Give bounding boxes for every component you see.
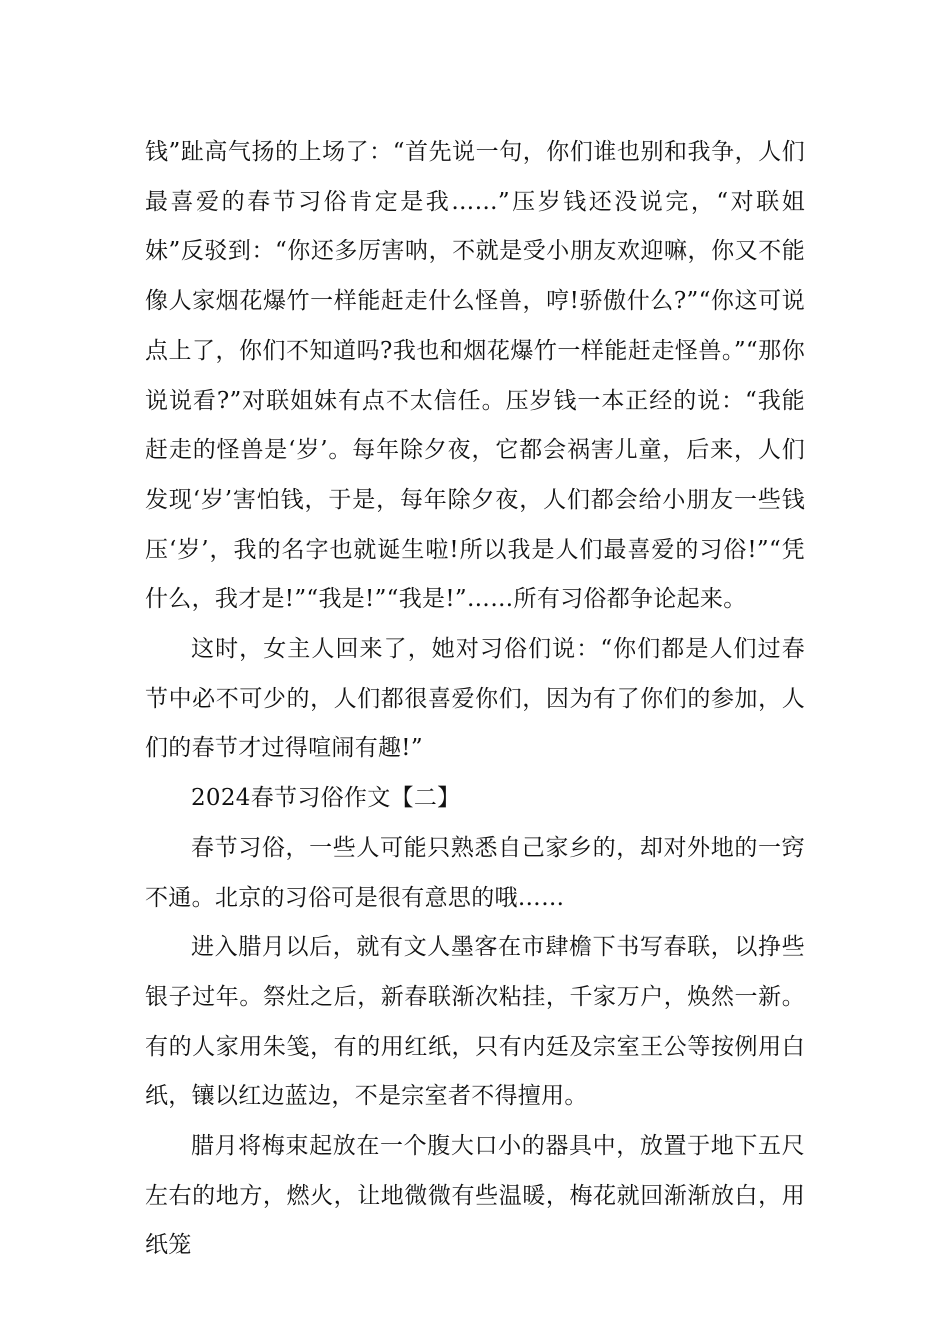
paragraph-5: 腊月将梅束起放在一个腹大口小的器具中，放置于地下五尺左右的地方，燃火，让地微微有些温暖，梅花就回渐渐放白，用纸笼 [145, 1133, 805, 1259]
paragraph-4: 进入腊月以后，就有文人墨客在市肆檐下书写春联，以挣些银子过年。祭灶之后，新春联渐次粘挂，千家万户，焕然一新。有的人家用朱笺，有的用红纸，只有内廷及宗室王公等按例用白纸，镶以红边蓝边，不是宗室者不得擅用。 [145, 934, 805, 1110]
paragraph-1: 钱”趾高气扬的上场了：“首先说一句，你们谁也别和我争，人们最喜爱的春节习俗肯定是我……”压岁钱还没说完，“对联姐妹”反驳到：“你还多厉害呐，不就是受小朋友欢迎嘛，你又不能像人家烟花爆竹一样能赶走什么怪兽，哼!骄傲什么?”“你这可说点上了，你们不知道吗?我也和烟花爆竹一样能赶走怪兽。”“那你说说看?”对联姐妹有点不太信任。压岁钱一本正经的说：“我能赶走的怪兽是‘岁’。每年除夕夜，它都会祸害儿童，后来，人们发现‘岁’害怕钱，于是，每年除夕夜，人们都会给小朋友一些钱压‘岁’，我的名字也就诞生啦!所以我是人们最喜爱的习俗!”“凭什么，我才是!”“我是!”“我是!”……所有习俗都争论起来。 [145, 139, 805, 613]
section-heading: 2024春节习俗作文【二】 [191, 785, 461, 812]
paragraph-3: 春节习俗，一些人可能只熟悉自己家乡的，却对外地的一窍不通。北京的习俗可是很有意思的哦…… [145, 834, 805, 911]
paragraph-2: 这时，女主人回来了，她对习俗们说：“你们都是人们过春节中必不可少的，人们都很喜爱你们，因为有了你们的参加，人们的春节才过得喧闹有趣!” [145, 636, 805, 762]
document-body [145, 128, 805, 1271]
